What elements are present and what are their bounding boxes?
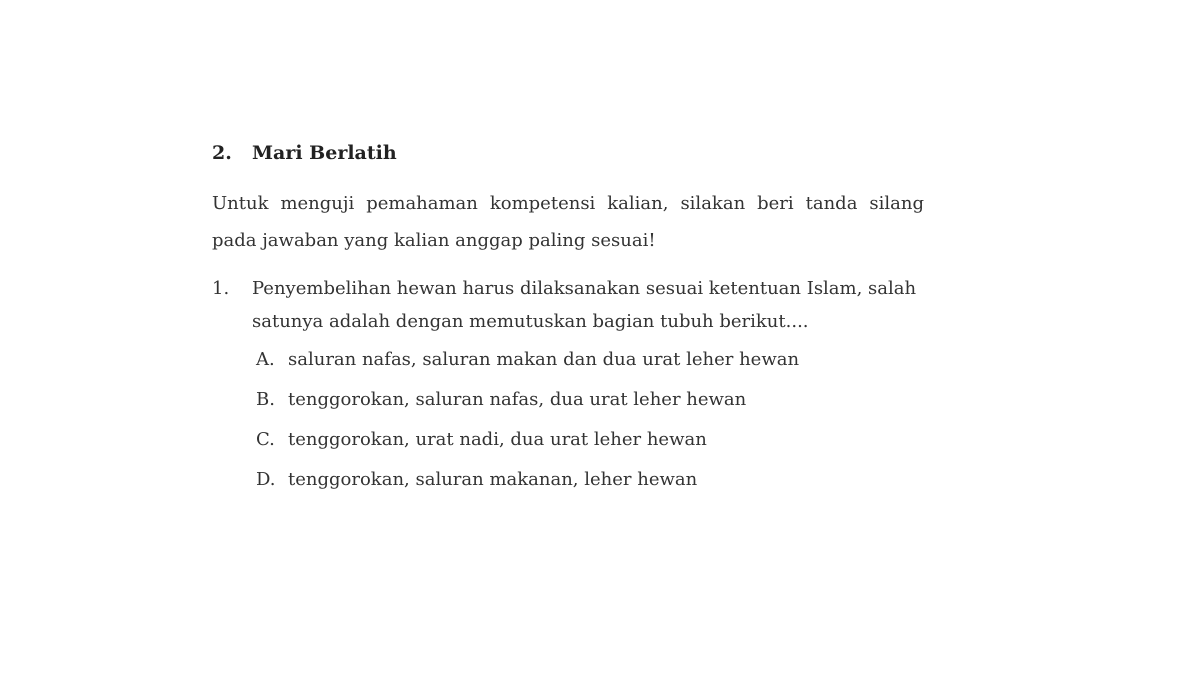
option-letter: D. bbox=[256, 469, 276, 490]
instruction-paragraph bbox=[212, 185, 924, 259]
question-line-1: Penyembelihan hewan harus dilaksanakan sesuai ketentuan Islam, salah bbox=[252, 278, 917, 299]
option-text: tenggorokan, urat nadi, dua urat leher hewan bbox=[288, 429, 707, 450]
option-text: saluran nafas, saluran makan dan dua urat leher hewan bbox=[288, 349, 800, 370]
option-c[interactable] bbox=[256, 420, 799, 460]
option-letter: A. bbox=[256, 349, 275, 370]
option-text: tenggorokan, saluran nafas, dua urat leher hewan bbox=[288, 389, 747, 410]
answer-options bbox=[256, 340, 799, 500]
option-a[interactable] bbox=[256, 340, 799, 380]
instruction-line-2: pada jawaban yang kalian anggap paling sesuai! bbox=[212, 230, 656, 251]
instruction-line-1: Untuk menguji pemahaman kompetensi kalian, silakan beri tanda silang bbox=[212, 193, 924, 214]
question-text bbox=[252, 272, 932, 338]
section-title: Mari Berlatih bbox=[252, 142, 397, 164]
option-b[interactable] bbox=[256, 380, 799, 420]
option-letter: C. bbox=[256, 429, 275, 450]
question-number: 1. bbox=[212, 278, 230, 299]
option-letter: B. bbox=[256, 389, 275, 410]
question-line-2: satunya adalah dengan memutuskan bagian tubuh berikut.... bbox=[252, 311, 809, 332]
option-text: tenggorokan, saluran makanan, leher hewan bbox=[288, 469, 698, 490]
section-heading bbox=[212, 142, 397, 164]
option-d[interactable] bbox=[256, 460, 799, 500]
section-number: 2. bbox=[212, 142, 232, 164]
